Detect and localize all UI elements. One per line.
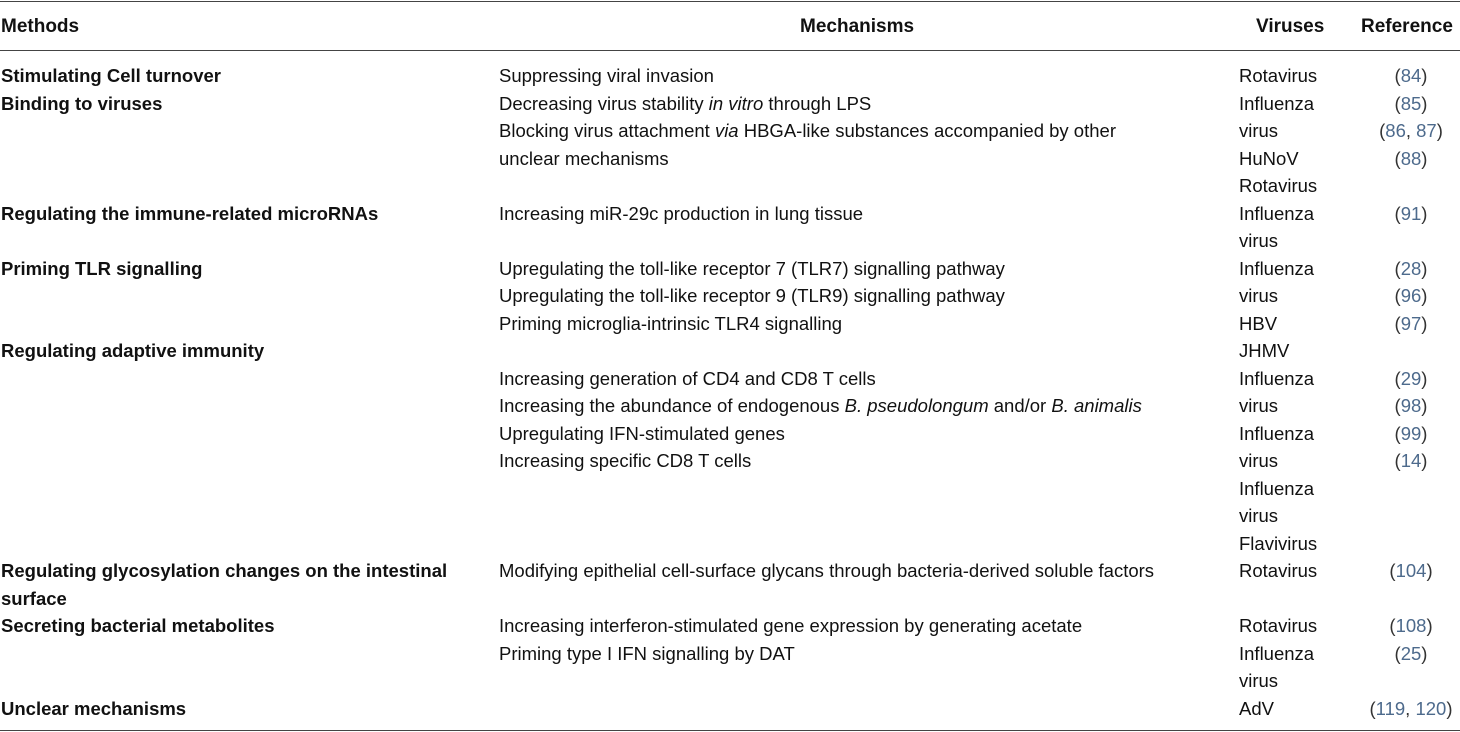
- reference-citation: (99): [1394, 423, 1428, 444]
- reference-link[interactable]: 29: [1400, 368, 1422, 389]
- virus-text: Influenza: [1239, 203, 1315, 224]
- reference-link[interactable]: 97: [1400, 313, 1422, 334]
- virus-text: Influenza: [1239, 423, 1315, 444]
- virus-text: Flavivirus: [1239, 533, 1318, 554]
- virus-text: virus: [1239, 285, 1279, 306]
- reference-link[interactable]: 25: [1400, 643, 1422, 664]
- method-label: Regulating adaptive immunity: [1, 340, 265, 361]
- mechanism-text: Priming microglia-intrinsic TLR4 signalling: [499, 313, 843, 334]
- mechanism-text: Upregulating the toll-like receptor 9 (TLR9) signalling pathway: [499, 285, 1005, 306]
- header-methods: Methods: [1, 16, 80, 37]
- reference-link[interactable]: 99: [1400, 423, 1422, 444]
- reference-link[interactable]: 104: [1395, 560, 1427, 581]
- reference-link[interactable]: 88: [1400, 148, 1422, 169]
- reference-link[interactable]: 87: [1416, 120, 1437, 141]
- virus-text: Influenza: [1239, 93, 1315, 114]
- reference-citation: (97): [1394, 313, 1428, 334]
- reference-link[interactable]: 98: [1400, 395, 1422, 416]
- reference-link[interactable]: 84: [1400, 65, 1422, 86]
- method-label: Unclear mechanisms: [1, 698, 187, 719]
- reference-link[interactable]: 119: [1375, 698, 1406, 719]
- reference-citation: (88): [1394, 148, 1428, 169]
- header-mechanisms: Mechanisms: [800, 16, 915, 37]
- reference-link[interactable]: 28: [1400, 258, 1422, 279]
- virus-text: HuNoV: [1239, 148, 1299, 169]
- reference-link[interactable]: 120: [1415, 698, 1447, 719]
- header-reference: Reference: [1361, 16, 1453, 37]
- reference-citation: (85): [1394, 93, 1428, 114]
- method-label: Secreting bacterial metabolites: [1, 615, 275, 636]
- mechanism-text: Increasing specific CD8 T cells: [499, 450, 752, 471]
- mechanism-text: Increasing generation of CD4 and CD8 T cells: [499, 368, 876, 389]
- reference-citation: (96): [1394, 285, 1428, 306]
- reference-link[interactable]: 14: [1400, 450, 1422, 471]
- reference-citation: (91): [1394, 203, 1428, 224]
- reference-link[interactable]: 91: [1400, 203, 1422, 224]
- method-label: Regulating the immune-related microRNAs: [1, 203, 379, 224]
- virus-text: JHMV: [1239, 340, 1290, 361]
- virus-text: Rotavirus: [1239, 615, 1318, 636]
- virus-text: virus: [1239, 505, 1279, 526]
- mechanism-text: Increasing the abundance of endogenous B. pseudolongum and/or B. animalis: [499, 395, 1142, 416]
- method-label: Priming TLR signalling: [1, 258, 203, 279]
- reference-citation: (119, 120): [1369, 698, 1453, 719]
- method-label: Binding to viruses: [1, 93, 163, 114]
- top-rule: [0, 1, 1460, 2]
- virus-text: virus: [1239, 395, 1279, 416]
- reference-link[interactable]: 108: [1395, 615, 1427, 636]
- method-label: Stimulating Cell turnover: [1, 65, 221, 86]
- mechanism-text: Priming type I IFN signalling by DAT: [499, 643, 795, 664]
- reference-citation: (104): [1389, 560, 1433, 581]
- virus-text: Influenza: [1239, 478, 1315, 499]
- virus-text: HBV: [1239, 313, 1278, 334]
- reference-citation: (84): [1394, 65, 1428, 86]
- mechanism-text: Decreasing virus stability in vitro through LPS: [499, 93, 872, 114]
- virus-text: virus: [1239, 230, 1279, 251]
- mechanism-text: Suppressing viral invasion: [499, 65, 714, 86]
- reference-citation: (98): [1394, 395, 1428, 416]
- virus-text: Rotavirus: [1239, 65, 1318, 86]
- virus-text: Rotavirus: [1239, 560, 1318, 581]
- reference-citation: (28): [1394, 258, 1428, 279]
- reference-link[interactable]: 85: [1400, 93, 1422, 114]
- mechanism-text: Upregulating the toll-like receptor 7 (TLR7) signalling pathway: [499, 258, 1005, 279]
- header-viruses: Viruses: [1256, 16, 1325, 37]
- method-label: Regulating glycosylation changes on the intestinal: [1, 560, 448, 581]
- virus-text: AdV: [1239, 698, 1274, 719]
- virus-text: virus: [1239, 450, 1279, 471]
- mechanism-text: Upregulating IFN-stimulated genes: [499, 423, 785, 444]
- reference-link[interactable]: 96: [1400, 285, 1422, 306]
- virus-text: Influenza: [1239, 368, 1315, 389]
- header-rule: [0, 50, 1460, 51]
- bottom-rule: [0, 730, 1460, 731]
- reference-citation: (86, 87): [1379, 120, 1443, 141]
- mechanism-text: unclear mechanisms: [499, 148, 669, 169]
- method-label: surface: [1, 588, 67, 609]
- reference-citation: (108): [1389, 615, 1433, 636]
- reference-citation: (14): [1394, 450, 1428, 471]
- mechanism-text: Blocking virus attachment via HBGA-like substances accompanied by other: [499, 120, 1116, 141]
- virus-text: Influenza: [1239, 258, 1315, 279]
- mechanism-text: Increasing miR-29c production in lung tissue: [499, 203, 864, 224]
- virus-text: virus: [1239, 670, 1279, 691]
- virus-text: virus: [1239, 120, 1279, 141]
- mechanism-text: Increasing interferon-stimulated gene expression by generating acetate: [499, 615, 1083, 636]
- reference-citation: (25): [1394, 643, 1428, 664]
- reference-citation: (29): [1394, 368, 1428, 389]
- reference-link[interactable]: 86: [1385, 120, 1406, 141]
- virus-text: Rotavirus: [1239, 175, 1318, 196]
- virus-text: Influenza: [1239, 643, 1315, 664]
- mechanism-text: Modifying epithelial cell-surface glycans through bacteria-derived soluble factors: [499, 560, 1155, 581]
